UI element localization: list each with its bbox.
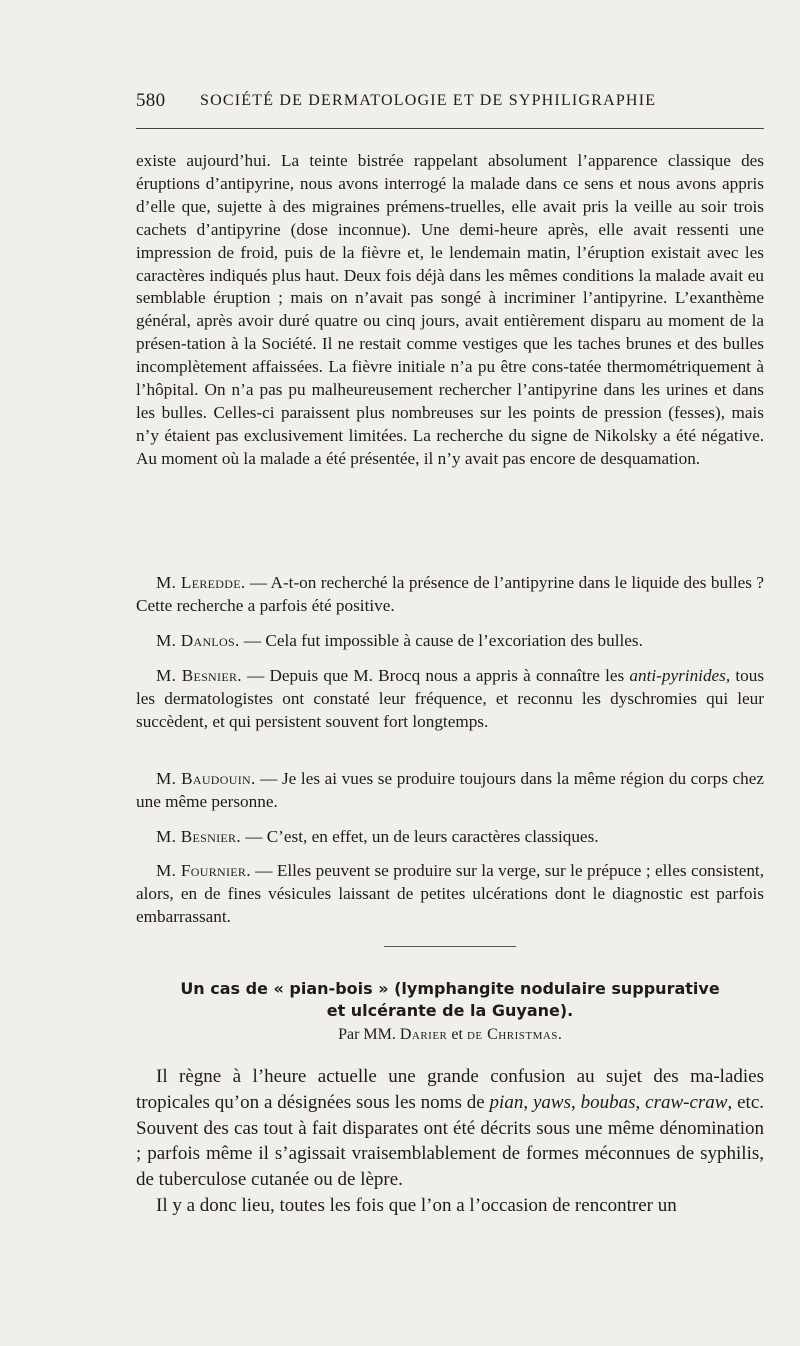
article-paragraph-2	[136, 1193, 764, 1219]
running-title: SOCIÉTÉ DE DERMATOLOGIE ET DE SYPHILIGRAPHIE	[200, 92, 657, 109]
speech-text: — Je les ai vues se produire toujours dans la même région du corps chez une même personne.	[136, 769, 764, 811]
section-divider	[384, 946, 516, 947]
p1-sep: ,	[635, 1091, 646, 1113]
speech-text: , tous les dermatologistes ont constaté leur fréquence, et reconnu les dyschromies qui leur succèdent, et qui persistent souvent fort longtemps.	[136, 666, 765, 731]
speech-text: — Depuis que M. Brocq nous a appris à connaître les	[241, 666, 630, 685]
authors-suffix: .	[557, 1026, 562, 1043]
article-paragraph-1	[136, 1064, 764, 1193]
header-rule	[136, 128, 764, 129]
page-number: 580	[136, 90, 166, 111]
p1-text-end: , etc. Souvent des cas tout à fait disparates ont été décrits sous une même dénomination ; parfois même il s’agissait vraisemblablement de formes méconnues de syphilis, de tuberculose cutanée ou de lèpre.	[136, 1091, 765, 1191]
p1-text: Il règne à l’heure actuelle une grande confusion au sujet des ma-ladies tropicales qu’on a désignées sous les noms de	[136, 1066, 764, 1113]
title-line-1: Un cas de « pian-bois » (lymphangite nodulaire suppurative	[180, 979, 720, 998]
p1-sep: ,	[523, 1091, 533, 1113]
speaker-name: M. Besnier.	[156, 666, 242, 685]
speech-text: — C’est, en effet, un de leurs caractères classiques.	[240, 827, 599, 846]
speaker-name: M. Leredde.	[156, 573, 246, 592]
title-line-2: et ulcérante de la Guyane).	[326, 1001, 574, 1020]
discussion-fournier	[136, 860, 764, 929]
speech-italic: anti-pyrinides	[629, 666, 726, 685]
author-darier: Darier	[399, 1026, 448, 1043]
discussion-besnier-1	[136, 665, 764, 734]
discussion-leredde	[136, 572, 764, 618]
discussion-baudouin	[136, 768, 764, 814]
article-authors	[136, 1026, 764, 1044]
p1-term-yaws: yaws	[532, 1091, 571, 1113]
discussion-danlos	[136, 630, 764, 653]
discussion-besnier-2	[136, 826, 764, 849]
speech-text: — Elles peuvent se produire sur la verge, sur le prépuce ; elles consistent, alors, en de fines vésicules laissant de petites ulcérations dont le diagnostic est parfois embarrassant.	[136, 861, 764, 926]
speaker-name: M. Fournier.	[156, 861, 251, 880]
speech-text: — Cela fut impossible à cause de l’excoriation des bulles.	[239, 631, 643, 650]
speech-text: — A-t-on recherché la présence de l’antipyrine dans le liquide des bulles ? Cette recherche a parfois été positive.	[136, 573, 764, 615]
speaker-name: M. Besnier.	[156, 827, 241, 846]
article-title	[136, 978, 764, 1022]
speaker-name: M. Baudouin.	[156, 769, 256, 788]
case-report-continuation	[136, 150, 764, 471]
authors-mid: et	[447, 1026, 467, 1043]
p1-sep: ,	[570, 1091, 581, 1113]
p1-term-craw-craw: craw-craw	[645, 1091, 728, 1113]
speaker-name: M. Danlos.	[156, 631, 240, 650]
author-christmas: de Christmas	[466, 1026, 558, 1043]
p1-term-boubas: boubas	[580, 1091, 636, 1113]
page-header	[136, 90, 764, 120]
authors-prefix: Par MM.	[338, 1026, 400, 1043]
paragraph-1: existe aujourd’hui. La teinte bistrée rappelant absolument l’apparence classique des éruptions d’antipyrine, nous avons interrogé la malade dans ce sens et nous avons appris d’elle que, sujette à des migraines prémens-truelles, elle avait pris la veille au soir trois cachets d’antipyrine (dose inconnue). Une demi-heure après, elle avait ressenti une impression de froid, puis de la fièvre et, le lendemain matin, l’éruption existait avec les caractères indiqués plus haut. Deux fois déjà dans les mêmes conditions la malade avait eu semblable éruption ; mais on n’avait pas songé à incriminer l’antipyrine. L’exanthème général, après avoir duré quatre ou cinq jours, avait entièrement disparu au moment de la présen-tation à la Société. Il ne restait comme vestiges que les taches brunes et des bulles incomplètement affaissées. La fièvre initiale n’a pu être cons-tatée thermométriquement à l’hôpital. On n’a pas pu malheureusement rechercher l’antipyrine dans les urines et dans les bulles. Celles-ci paraissent plus nombreuses sur les points de pression (fesses), mais n’y étaient pas exclusivement limitées. La recherche du signe de Nikolsky a été négative. Au moment où la malade a été présentée, il n’y avait pas encore de desquamation.	[136, 151, 764, 468]
p2-text: Il y a donc lieu, toutes les fois que l’on a l’occasion de rencontrer un	[156, 1194, 677, 1216]
article-body	[136, 1064, 764, 1219]
p1-term-pian: pian	[489, 1091, 524, 1113]
